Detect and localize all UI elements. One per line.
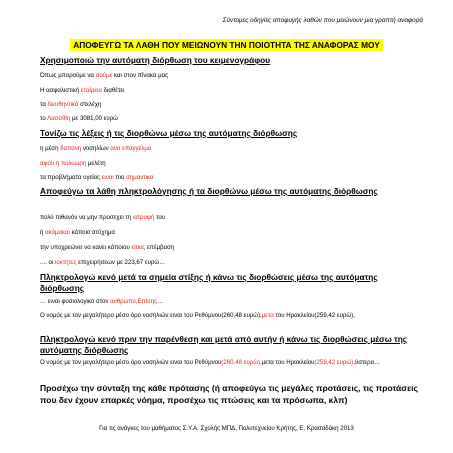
example-line: την υποχρεώνει να κανει κάποιου είους επέμβαση bbox=[40, 244, 175, 251]
example-line: Ο νομός με τον μεγαλήτερο μέσο όρο νοσηλιών ειναι του Ρεθύμνου(260,48 ευρώ),μετα του Ηρακλείου(259,42 ευρώ),ύστερα… bbox=[40, 359, 381, 366]
error-word: ακόμακαι bbox=[45, 229, 70, 236]
error-word: μετα bbox=[261, 312, 274, 319]
page-footer: Για τις ανάγκες του μαθήματος Σ.Υ.Α. Σχολής ΜΠΔ, Πολυτεχνείου Κρήτης, Ε. Κρασαδάκη 2013 bbox=[99, 425, 354, 432]
example-line: τα προβλήματα υγείας ειναι πιο σημαντικα bbox=[40, 174, 154, 181]
error-word: (260,48 ευρώ), bbox=[221, 359, 262, 366]
example-line: Η ασφαλιστική εταίρεια διαθέτει bbox=[40, 87, 125, 94]
example-line: … ειναι φυσιολογικο στον ανθρωπο.Επίσης… bbox=[40, 298, 164, 305]
error-word: ειναι bbox=[101, 174, 114, 181]
error-word: σούμε bbox=[95, 72, 113, 79]
page-header: Σύντομες οδηγίες αποφυγής λαθών που μειώνουν μια γραπτή αναφορά bbox=[222, 17, 423, 24]
section-heading-punctuation-space: Πληκτρολογώ κενό μετά τα σημεία στίξης ή κάνω τις διορθώσεις μέσω της αυτόματης διόρθωσης bbox=[40, 272, 378, 293]
document-title bbox=[0, 40, 453, 50]
error-word: Λασσίθη bbox=[47, 115, 71, 122]
example-line: Όπως μπορούμε να σούμε και στον πίνακα μας bbox=[40, 72, 169, 79]
example-line: το Λασσίθη με 3081,00 ευρώ bbox=[40, 115, 118, 122]
error-word: διευθηντικά bbox=[47, 101, 79, 108]
section-heading-syntax: Προσέχω την σύνταξη της κάθε πρότασης (ή αποφεύγω τις μεγάλες προτάσεις, τις προτάσεις που δεν έχουν επαρκές νόημα, προσέχω τις πτώσεις και τα πρόσωπα, κλπ) bbox=[40, 383, 418, 405]
section-heading-typing-errors: Αποφεύγω τα λάθη πληκτρολόγησης ή τα διορθώνω μέσω της αυτόματης διόρθωσης bbox=[40, 186, 378, 196]
error-word: εταίρεια bbox=[80, 87, 102, 94]
error-word: ανθρωπο.Επίσης bbox=[110, 298, 158, 305]
error-word: αφου η πολυωρη bbox=[40, 160, 87, 167]
example-line: τα διευθηντικά στελέχη bbox=[40, 101, 102, 108]
highlighted-title-text: ΑΠΟΦΕΥΓΩ ΤΑ ΛΑΘΗ ΠΟΥ ΜΕΙΩΝΟΥΝ ΤΗΝ ΠΟΙΟΤΗΤΑ ΤΗΣ ΑΝΑΦΟΡΑΣ ΜΟΥ bbox=[70, 39, 383, 51]
example-line: αφου η πολυωρη μελέτη bbox=[40, 160, 106, 167]
example-line: η μέση δαπανη νοσηλίων ανα επαγγελμα bbox=[40, 145, 152, 152]
error-word: είους bbox=[131, 244, 146, 251]
error-word: δαπανη bbox=[60, 145, 82, 152]
error-word: ανα επαγγελμα bbox=[110, 145, 152, 152]
example-line: Ο νομός με τον μεγαλήτερο μέσο όρο νοσηλιών ειναι του Ρεθύμνου(260,48 ευρώ),μετα του Ηρακλείου(259,42 ευρώ), bbox=[40, 312, 355, 319]
error-word: ιοκτήτες bbox=[54, 259, 77, 266]
section-heading-autocorrect: Χρησιμοποιώ την αυτόματη διόρθωση του κειμενογράφου bbox=[40, 55, 271, 65]
error-word: ιατροφή bbox=[132, 214, 155, 221]
section-heading-emphasis: Τονίζω τις λέξεις ή τις διορθώνω μέσω της αυτόματης διόρθωσης bbox=[40, 128, 298, 138]
section-heading-parenthesis-space: Πληκτρολογώ κενό πριν την παρένθεση και μετά από αυτήν ή κάνω τις διορθώσεις μέσω της αυτόματης διόρθωσης bbox=[40, 334, 408, 355]
example-line: .... οι ιοκτήτες επιχειρήσεων με 223,67 ευρώ… bbox=[40, 259, 166, 266]
error-word: σημαντικα bbox=[126, 174, 154, 181]
error-word: (259,42 ευρώ) bbox=[314, 359, 354, 366]
example-line: ή ακόμακαι κάποιο ατύχημα bbox=[40, 229, 115, 236]
example-line: πολύ πιθανόν να μην προσεχει τη ιατροφή του bbox=[40, 214, 166, 221]
